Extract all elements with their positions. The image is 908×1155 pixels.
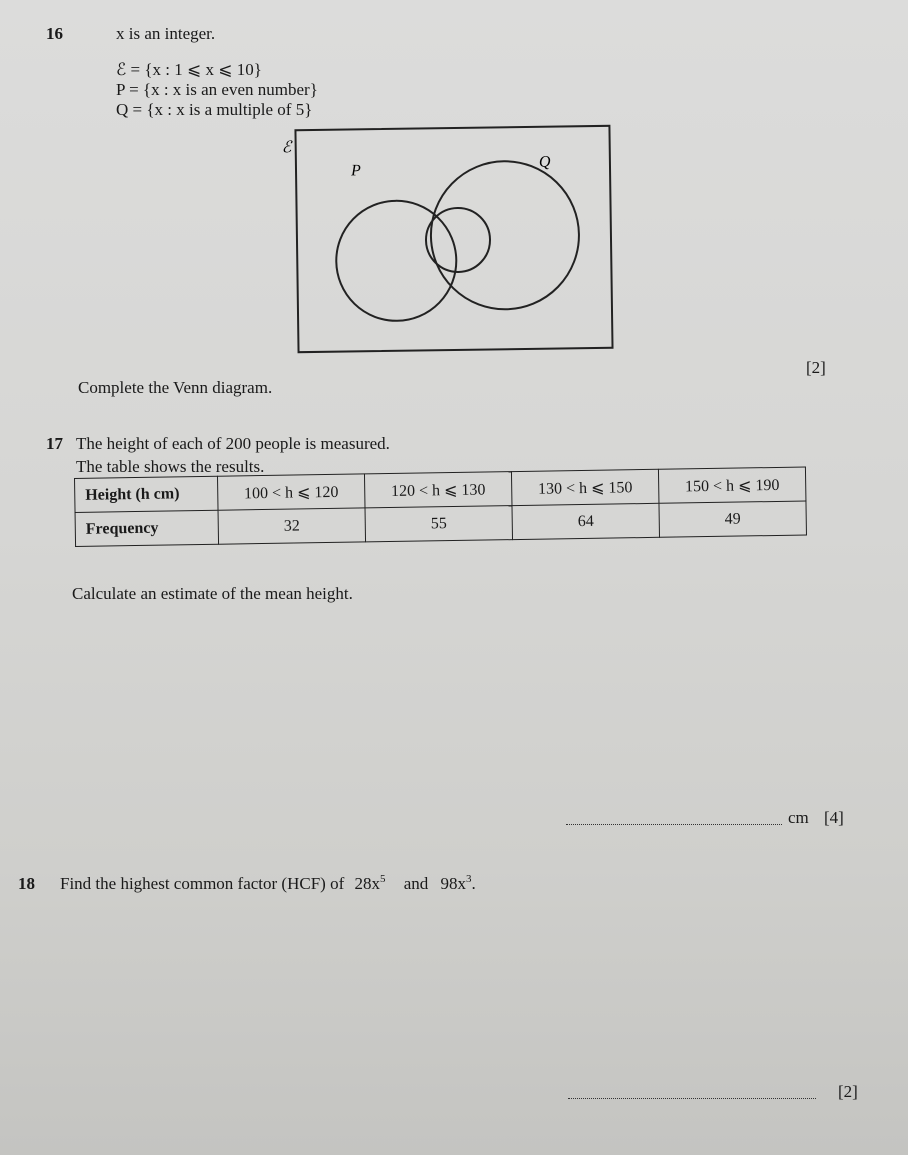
frequency-cell: 49 (659, 501, 807, 537)
frequency-table (74, 467, 807, 547)
set-q-circle (430, 160, 580, 310)
q18-term2 (441, 874, 472, 893)
q18-term1-exponent: 5 (380, 873, 386, 885)
q18-term1-base: 28x (354, 874, 380, 893)
set-p-circle (335, 200, 457, 322)
question-17-number: 17 (46, 434, 63, 453)
q18-answer-line[interactable] (568, 1098, 816, 1099)
row-header-frequency: Frequency (75, 510, 219, 546)
q17-answer-unit: cm (788, 808, 809, 827)
q18-prompt: Find the highest common factor (HCF) of (60, 874, 345, 893)
question-18-number: 18 (18, 874, 35, 893)
question-16-number: 16 (46, 24, 63, 43)
q18-text (60, 874, 476, 894)
set-q-definition: Q = {x : x is a multiple of 5} (116, 100, 313, 119)
q17-line2: The table shows the results. (76, 457, 265, 476)
q18-and: and (403, 874, 429, 893)
frequency-cell: 64 (512, 503, 660, 539)
q16-marks: [2] (806, 358, 826, 377)
universal-set-definition: ℰ = {x : 1 ⩽ x ⩽ 10} (116, 60, 262, 79)
set-q-label: Q (538, 153, 551, 171)
q18-term2-base: 98x (440, 874, 467, 893)
q17-instruction: Calculate an estimate of the mean height. (72, 584, 353, 603)
interval-cell: 100 < h ⩽ 120 (217, 474, 365, 510)
q16-intro: x is an integer. (116, 24, 216, 43)
q17-answer-line[interactable] (566, 824, 782, 825)
q18-term2-exponent: 3 (466, 873, 472, 885)
frequency-cell: 32 (218, 508, 366, 544)
q17-line1: The height of each of 200 people is measured. (76, 434, 390, 453)
venn-diagram (0, 0, 908, 400)
set-p-definition: P = {x : x is an even number} (116, 80, 318, 99)
row-header-height: Height (h cm) (75, 476, 219, 512)
q18-marks: [2] (838, 1082, 858, 1101)
q18-full-stop: . (471, 874, 476, 893)
universal-set-box (295, 126, 612, 352)
q17-marks: [4] (824, 808, 844, 827)
interval-cell: 120 < h ⩽ 130 (364, 472, 512, 508)
q16-instruction: Complete the Venn diagram. (78, 378, 273, 397)
set-p-label: P (350, 162, 361, 180)
frequency-cell: 55 (365, 506, 513, 542)
q18-term1 (355, 874, 386, 893)
interval-cell: 130 < h ⩽ 150 (511, 469, 659, 505)
interval-cell: 150 < h ⩽ 190 (658, 467, 806, 503)
universal-set-label: ℰ (281, 139, 292, 157)
